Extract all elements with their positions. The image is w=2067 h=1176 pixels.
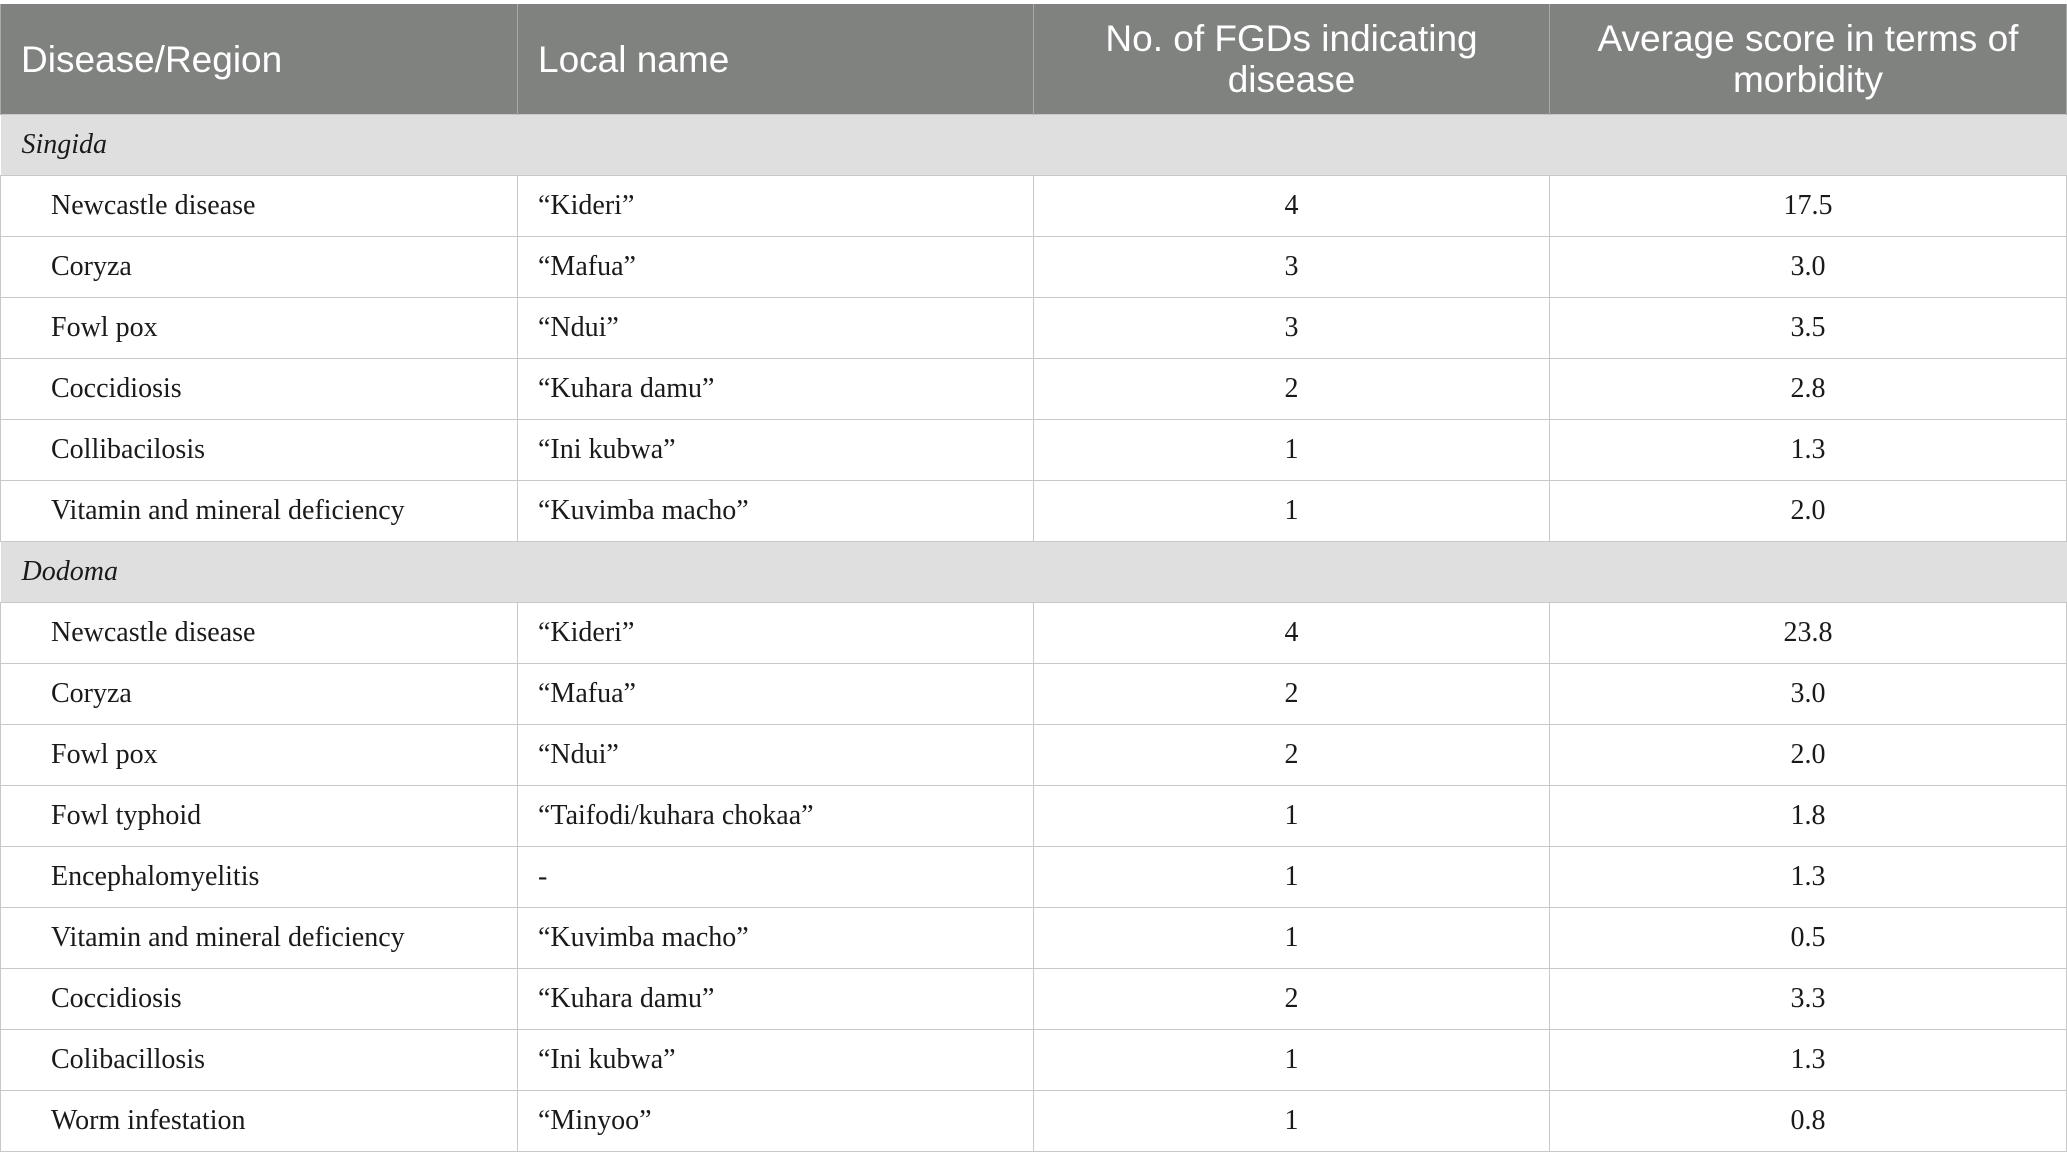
morbidity-score-cell: 3.5 (1550, 298, 2067, 359)
table-row (1, 664, 2067, 725)
table-body (1, 115, 2067, 1152)
local-name-cell: “Kuhara damu” (518, 359, 1034, 420)
local-name-cell: “Mafua” (518, 237, 1034, 298)
table-header (1, 4, 2067, 115)
morbidity-score-cell: 2.0 (1550, 481, 2067, 542)
fgd-count-cell: 1 (1034, 847, 1550, 908)
morbidity-score-cell: 3.0 (1550, 664, 2067, 725)
table-row (1, 359, 2067, 420)
disease-cell: Encephalomyelitis (1, 847, 518, 908)
region-row (1, 115, 2067, 176)
morbidity-score-cell: 3.3 (1550, 969, 2067, 1030)
local-name-cell: “Kideri” (518, 603, 1034, 664)
disease-cell: Colibacillosis (1, 1030, 518, 1091)
table-row (1, 420, 2067, 481)
fgd-count-cell: 2 (1034, 359, 1550, 420)
table-row (1, 298, 2067, 359)
local-name-cell: “Mafua” (518, 664, 1034, 725)
header-fgd-count: No. of FGDs indicating disease (1034, 4, 1550, 115)
local-name-cell: - (518, 847, 1034, 908)
disease-table (0, 4, 2067, 1152)
region-row (1, 542, 2067, 603)
local-name-cell: “Minyoo” (518, 1091, 1034, 1152)
header-row (1, 4, 2067, 115)
local-name-cell: “Taifodi/kuhara chokaa” (518, 786, 1034, 847)
disease-cell: Newcastle disease (1, 603, 518, 664)
local-name-cell: “Kuvimba macho” (518, 908, 1034, 969)
fgd-count-cell: 2 (1034, 969, 1550, 1030)
fgd-count-cell: 1 (1034, 908, 1550, 969)
table-row (1, 969, 2067, 1030)
disease-cell: Fowl pox (1, 298, 518, 359)
disease-cell: Newcastle disease (1, 176, 518, 237)
morbidity-score-cell: 1.3 (1550, 420, 2067, 481)
disease-cell: Coryza (1, 664, 518, 725)
header-local-name: Local name (518, 4, 1034, 115)
local-name-cell: “Kuvimba macho” (518, 481, 1034, 542)
region-label: Dodoma (1, 542, 2067, 603)
fgd-count-cell: 2 (1034, 725, 1550, 786)
morbidity-score-cell: 0.8 (1550, 1091, 2067, 1152)
local-name-cell: “Kuhara damu” (518, 969, 1034, 1030)
table-row (1, 725, 2067, 786)
fgd-count-cell: 1 (1034, 1030, 1550, 1091)
local-name-cell: “Ndui” (518, 298, 1034, 359)
fgd-count-cell: 1 (1034, 786, 1550, 847)
disease-table-container (0, 4, 2066, 1152)
morbidity-score-cell: 23.8 (1550, 603, 2067, 664)
morbidity-score-cell: 2.8 (1550, 359, 2067, 420)
fgd-count-cell: 2 (1034, 664, 1550, 725)
disease-cell: Vitamin and mineral deficiency (1, 908, 518, 969)
local-name-cell: “Ini kubwa” (518, 420, 1034, 481)
disease-cell: Coryza (1, 237, 518, 298)
morbidity-score-cell: 3.0 (1550, 237, 2067, 298)
header-disease-region: Disease/Region (1, 4, 518, 115)
fgd-count-cell: 4 (1034, 603, 1550, 664)
disease-cell: Worm infestation (1, 1091, 518, 1152)
disease-cell: Fowl pox (1, 725, 518, 786)
morbidity-score-cell: 1.3 (1550, 847, 2067, 908)
fgd-count-cell: 3 (1034, 298, 1550, 359)
local-name-cell: “Ini kubwa” (518, 1030, 1034, 1091)
table-row (1, 481, 2067, 542)
fgd-count-cell: 1 (1034, 1091, 1550, 1152)
table-row (1, 786, 2067, 847)
table-row (1, 1091, 2067, 1152)
fgd-count-cell: 3 (1034, 237, 1550, 298)
local-name-cell: “Ndui” (518, 725, 1034, 786)
morbidity-score-cell: 1.8 (1550, 786, 2067, 847)
table-row (1, 847, 2067, 908)
disease-cell: Fowl typhoid (1, 786, 518, 847)
table-row (1, 603, 2067, 664)
table-row (1, 237, 2067, 298)
morbidity-score-cell: 1.3 (1550, 1030, 2067, 1091)
fgd-count-cell: 1 (1034, 481, 1550, 542)
fgd-count-cell: 1 (1034, 420, 1550, 481)
region-label: Singida (1, 115, 2067, 176)
local-name-cell: “Kideri” (518, 176, 1034, 237)
disease-cell: Coccidiosis (1, 969, 518, 1030)
disease-cell: Coccidiosis (1, 359, 518, 420)
table-row (1, 1030, 2067, 1091)
morbidity-score-cell: 2.0 (1550, 725, 2067, 786)
disease-cell: Collibacilosis (1, 420, 518, 481)
table-row (1, 908, 2067, 969)
morbidity-score-cell: 17.5 (1550, 176, 2067, 237)
morbidity-score-cell: 0.5 (1550, 908, 2067, 969)
disease-cell: Vitamin and mineral deficiency (1, 481, 518, 542)
header-morbidity-score: Average score in terms of morbidity (1550, 4, 2067, 115)
fgd-count-cell: 4 (1034, 176, 1550, 237)
table-row (1, 176, 2067, 237)
